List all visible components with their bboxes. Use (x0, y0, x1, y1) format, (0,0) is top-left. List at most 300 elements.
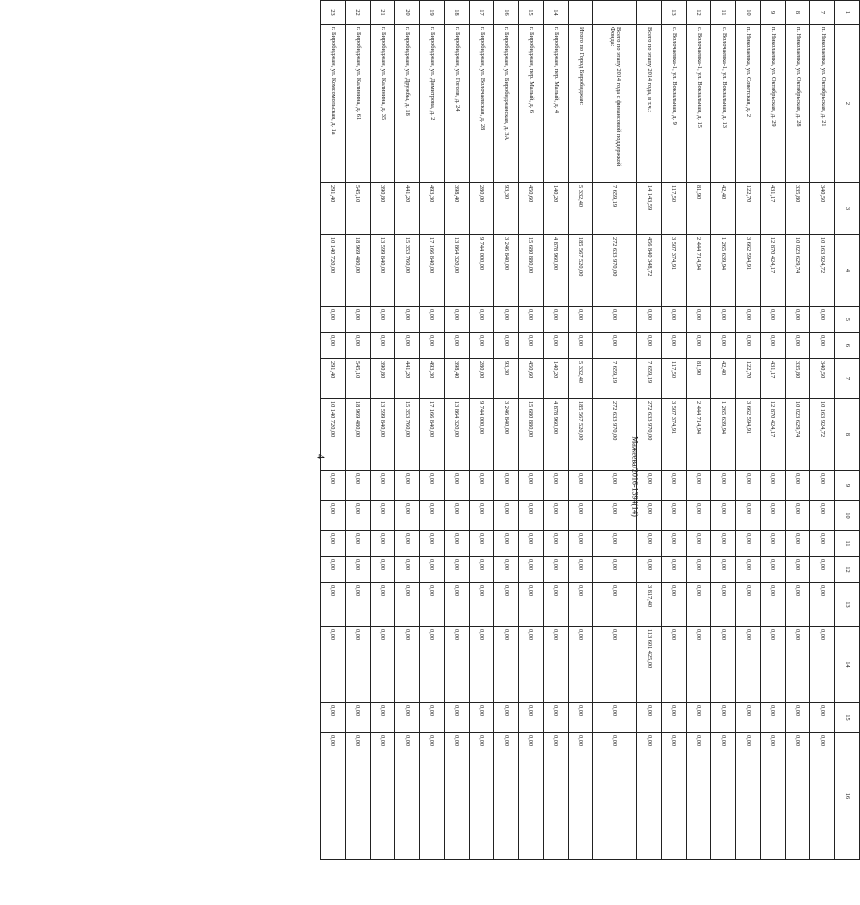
value-cell: 0,00 (444, 583, 469, 627)
value-cell: 0,00 (420, 501, 445, 531)
table-row (810, 1, 835, 860)
value-cell: 0,00 (395, 471, 420, 501)
value-cell: 0,00 (785, 583, 810, 627)
value-cell: 0,00 (321, 531, 346, 557)
value-cell: 0,00 (395, 501, 420, 531)
column-number-cell: 1 (835, 1, 860, 25)
table-row (494, 1, 519, 860)
row-number-cell (568, 1, 593, 25)
value-cell: 0,00 (686, 307, 711, 333)
value-cell: 13 864 320,00 (444, 399, 469, 471)
value-cell: 0,00 (593, 501, 637, 531)
value-cell: 0,00 (662, 703, 687, 733)
value-cell: 0,00 (736, 307, 761, 333)
value-cell: 0,00 (370, 531, 395, 557)
address-cell: г. Биробиджан, ул. Калинина, д. 61 (345, 25, 370, 183)
rotated-table-wrapper (320, 0, 860, 859)
value-cell: 0,00 (711, 471, 736, 501)
value-cell: 450,60 (519, 183, 544, 235)
value-cell: 0,00 (519, 501, 544, 531)
value-cell: 0,00 (345, 557, 370, 583)
value-cell: 0,00 (736, 733, 761, 860)
value-cell: 0,00 (420, 307, 445, 333)
table-row (761, 1, 786, 860)
value-cell: 17 166 840,00 (420, 235, 445, 307)
column-number-cell: 6 (835, 333, 860, 359)
value-cell: 0,00 (420, 583, 445, 627)
value-cell: 0,00 (543, 733, 568, 860)
column-number-cell: 7 (835, 359, 860, 399)
value-cell: 0,00 (444, 501, 469, 531)
table-row (637, 1, 662, 860)
value-cell: 431,17 (761, 183, 786, 235)
address-cell: г. Биробиджан, ул. Биробиджанская, д. 3А (494, 25, 519, 183)
value-cell: 0,00 (494, 703, 519, 733)
address-cell: с. Волочаевка-1, ул. Вокзальная, д. 15 (686, 25, 711, 183)
page-number: 4 (314, 454, 326, 459)
value-cell: 0,00 (420, 471, 445, 501)
value-cell: 340,50 (810, 359, 835, 399)
column-number-cell: 13 (835, 583, 860, 627)
value-cell: 4 878 960,00 (543, 399, 568, 471)
value-cell: 0,00 (420, 531, 445, 557)
value-cell: 545,10 (345, 183, 370, 235)
value-cell: 493,30 (420, 359, 445, 399)
value-cell: 117,50 (662, 183, 687, 235)
value-cell: 0,00 (662, 531, 687, 557)
value-cell: 0,00 (593, 583, 637, 627)
value-cell: 0,00 (568, 627, 593, 703)
value-cell: 117,50 (662, 359, 687, 399)
value-cell: 93,30 (494, 359, 519, 399)
value-cell: 0,00 (370, 733, 395, 860)
table-row (345, 1, 370, 860)
value-cell: 5 332,40 (568, 359, 593, 399)
value-cell: 0,00 (810, 583, 835, 627)
row-number-cell: 21 (370, 1, 395, 25)
value-cell: 0,00 (711, 307, 736, 333)
value-cell: 280,00 (469, 183, 494, 235)
value-cell: 0,00 (345, 307, 370, 333)
value-cell: 0,00 (519, 703, 544, 733)
value-cell: 0,00 (686, 557, 711, 583)
value-cell: 0,00 (686, 471, 711, 501)
value-cell: 9 744 000,00 (469, 235, 494, 307)
value-cell: 0,00 (736, 627, 761, 703)
value-cell: 431,17 (761, 359, 786, 399)
table-row (469, 1, 494, 860)
table-row (420, 1, 445, 860)
value-cell: 0,00 (370, 501, 395, 531)
value-cell: 0,00 (761, 333, 786, 359)
value-cell: 0,00 (568, 333, 593, 359)
value-cell: 0,00 (810, 703, 835, 733)
value-cell: 545,10 (345, 359, 370, 399)
address-cell: Всего по этапу 2014 года с финансовой поддержкой Фонда: (593, 25, 637, 183)
table-row (785, 1, 810, 860)
value-cell: 450,60 (519, 359, 544, 399)
value-cell: 140,20 (543, 359, 568, 399)
value-cell: 0,00 (736, 531, 761, 557)
column-number-cell: 8 (835, 399, 860, 471)
value-cell: 0,00 (519, 471, 544, 501)
value-cell: 12 870 424,17 (761, 235, 786, 307)
value-cell: 0,00 (761, 703, 786, 733)
value-cell: 0,00 (469, 583, 494, 627)
address-cell: п. Николаевка, ул. Октябрьская, д. 29 (761, 25, 786, 183)
value-cell: 0,00 (761, 307, 786, 333)
value-cell: 0,00 (519, 307, 544, 333)
value-cell: 272 633 970,00 (593, 399, 637, 471)
value-cell: 0,00 (519, 333, 544, 359)
table-row (370, 1, 395, 860)
value-cell: 3 662 594,91 (736, 399, 761, 471)
value-cell: 0,00 (810, 531, 835, 557)
value-cell: 0,00 (444, 471, 469, 501)
value-cell: 0,00 (785, 501, 810, 531)
row-number-cell: 17 (469, 1, 494, 25)
value-cell: 0,00 (662, 333, 687, 359)
value-cell: 0,00 (686, 333, 711, 359)
value-cell: 0,00 (395, 583, 420, 627)
document-reference: Мажеева/2016-1394(14) (630, 436, 640, 517)
value-cell: 0,00 (568, 501, 593, 531)
value-cell: 0,00 (395, 733, 420, 860)
value-cell: 0,00 (543, 333, 568, 359)
value-cell: 0,00 (395, 627, 420, 703)
value-cell: 18 969 480,00 (345, 399, 370, 471)
column-number-cell: 16 (835, 733, 860, 860)
value-cell: 0,00 (519, 733, 544, 860)
value-cell: 0,00 (420, 733, 445, 860)
value-cell: 0,00 (345, 627, 370, 703)
value-cell: 0,00 (785, 333, 810, 359)
column-number-cell: 12 (835, 557, 860, 583)
table-row (395, 1, 420, 860)
address-cell: п. Николаевка, ул. Советская, д. 2 (736, 25, 761, 183)
value-cell: 10 023 629,74 (785, 399, 810, 471)
value-cell: 13 599 840,00 (370, 235, 395, 307)
value-cell: 0,00 (785, 557, 810, 583)
value-cell: 0,00 (686, 501, 711, 531)
value-cell: 0,00 (345, 333, 370, 359)
value-cell: 10 163 924,72 (810, 399, 835, 471)
column-number-cell: 2 (835, 25, 860, 183)
address-cell: Итого по Город Биробиджан: (568, 25, 593, 183)
value-cell: 1 265 639,94 (711, 235, 736, 307)
value-cell: 0,00 (444, 703, 469, 733)
row-number-cell: 9 (761, 1, 786, 25)
value-cell: 0,00 (543, 307, 568, 333)
value-cell: 42,40 (711, 183, 736, 235)
value-cell: 272 633 970,00 (593, 235, 637, 307)
value-cell: 0,00 (321, 583, 346, 627)
value-cell: 0,00 (736, 583, 761, 627)
value-cell: 0,00 (370, 471, 395, 501)
value-cell: 0,00 (568, 557, 593, 583)
value-cell: 0,00 (686, 703, 711, 733)
value-cell: 0,00 (568, 733, 593, 860)
value-cell: 0,00 (810, 557, 835, 583)
row-number-cell: 16 (494, 1, 519, 25)
value-cell: 0,00 (761, 733, 786, 860)
address-cell: г. Биробиджан, пер. Малый, д. 6 (519, 25, 544, 183)
value-cell: 81,90 (686, 359, 711, 399)
housing-program-table (320, 0, 860, 860)
column-number-cell: 5 (835, 307, 860, 333)
value-cell: 42,40 (711, 359, 736, 399)
value-cell: 0,00 (785, 627, 810, 703)
value-cell: 0,00 (785, 703, 810, 733)
value-cell: 12 870 424,17 (761, 399, 786, 471)
value-cell: 0,00 (543, 703, 568, 733)
value-cell: 0,00 (420, 333, 445, 359)
value-cell: 9 744 000,00 (469, 399, 494, 471)
value-cell: 0,00 (761, 557, 786, 583)
value-cell: 0,00 (810, 307, 835, 333)
value-cell: 0,00 (810, 627, 835, 703)
value-cell: 0,00 (543, 501, 568, 531)
value-cell: 0,00 (637, 471, 662, 501)
column-number-cell: 15 (835, 703, 860, 733)
value-cell: 15 353 760,00 (395, 235, 420, 307)
value-cell: 398,40 (444, 183, 469, 235)
value-cell: 0,00 (637, 307, 662, 333)
value-cell: 0,00 (370, 557, 395, 583)
value-cell: 0,00 (662, 501, 687, 531)
value-cell: 0,00 (345, 703, 370, 733)
value-cell: 10 023 629,74 (785, 235, 810, 307)
value-cell: 441,20 (395, 359, 420, 399)
value-cell: 0,00 (637, 703, 662, 733)
table-row (593, 1, 637, 860)
value-cell: 456 840 348,72 (637, 235, 662, 307)
value-cell: 7 659,19 (593, 359, 637, 399)
value-cell: 81,90 (686, 183, 711, 235)
value-cell: 0,00 (761, 583, 786, 627)
value-cell: 0,00 (785, 733, 810, 860)
row-number-cell: 8 (785, 1, 810, 25)
row-number-cell: 13 (662, 1, 687, 25)
value-cell: 14 143,59 (637, 183, 662, 235)
value-cell: 0,00 (662, 557, 687, 583)
value-cell: 3 507 374,91 (662, 235, 687, 307)
value-cell: 0,00 (420, 627, 445, 703)
value-cell: 441,20 (395, 183, 420, 235)
value-cell: 0,00 (711, 333, 736, 359)
value-cell: 0,00 (761, 471, 786, 501)
address-cell: п. Николаевка, ул. Октябрьская, д. 28 (785, 25, 810, 183)
value-cell: 0,00 (444, 733, 469, 860)
value-cell: 0,00 (321, 557, 346, 583)
value-cell: 0,00 (519, 583, 544, 627)
value-cell: 0,00 (736, 471, 761, 501)
value-cell: 0,00 (686, 531, 711, 557)
value-cell: 0,00 (568, 531, 593, 557)
value-cell: 0,00 (321, 333, 346, 359)
value-cell: 0,00 (420, 703, 445, 733)
value-cell: 280,00 (469, 359, 494, 399)
value-cell: 335,80 (785, 183, 810, 235)
table-row (543, 1, 568, 860)
value-cell: 2 444 714,94 (686, 399, 711, 471)
address-cell: с. Волочаевка-1, ул. Вокзальная, д. 9 (662, 25, 687, 183)
table-row (736, 1, 761, 860)
value-cell: 10 140 720,00 (321, 235, 346, 307)
value-cell: 0,00 (736, 333, 761, 359)
value-cell: 0,00 (785, 307, 810, 333)
value-cell: 0,00 (711, 557, 736, 583)
value-cell: 340,50 (810, 183, 835, 235)
value-cell: 0,00 (810, 471, 835, 501)
table-row (321, 1, 346, 860)
value-cell: 0,00 (469, 557, 494, 583)
value-cell: 0,00 (810, 501, 835, 531)
value-cell: 493,30 (420, 183, 445, 235)
row-number-cell: 18 (444, 1, 469, 25)
value-cell: 0,00 (469, 733, 494, 860)
column-number-cell: 4 (835, 235, 860, 307)
value-cell: 3 817,40 (637, 583, 662, 627)
value-cell: 0,00 (662, 583, 687, 627)
value-cell: 0,00 (395, 307, 420, 333)
value-cell: 0,00 (370, 583, 395, 627)
value-cell: 0,00 (711, 531, 736, 557)
value-cell: 0,00 (494, 307, 519, 333)
row-number-cell: 12 (686, 1, 711, 25)
value-cell: 0,00 (543, 583, 568, 627)
value-cell: 0,00 (711, 501, 736, 531)
column-number-cell: 10 (835, 501, 860, 531)
value-cell: 1 265 639,94 (711, 399, 736, 471)
value-cell: 0,00 (494, 471, 519, 501)
row-number-cell: 14 (543, 1, 568, 25)
value-cell: 0,00 (593, 557, 637, 583)
value-cell: 0,00 (321, 627, 346, 703)
value-cell: 0,00 (761, 531, 786, 557)
value-cell: 3 507 374,91 (662, 399, 687, 471)
value-cell: 0,00 (543, 557, 568, 583)
value-cell: 0,00 (395, 531, 420, 557)
value-cell: 0,00 (519, 557, 544, 583)
value-cell: 0,00 (593, 703, 637, 733)
value-cell: 0,00 (593, 627, 637, 703)
value-cell: 0,00 (810, 333, 835, 359)
address-cell: г. Биробиджан, ул. Дружбы, д. 18 (395, 25, 420, 183)
value-cell: 0,00 (519, 531, 544, 557)
value-cell: 0,00 (810, 733, 835, 860)
value-cell: 0,00 (370, 307, 395, 333)
address-cell: г. Биробиджан, ул. Волочаевская, д. 28 (469, 25, 494, 183)
table-row (662, 1, 687, 860)
value-cell: 0,00 (543, 627, 568, 703)
value-cell: 0,00 (321, 501, 346, 531)
value-cell: 2 444 714,94 (686, 235, 711, 307)
column-number-cell: 11 (835, 531, 860, 557)
table-row (686, 1, 711, 860)
value-cell: 0,00 (593, 333, 637, 359)
row-number-cell (593, 1, 637, 25)
value-cell: 0,00 (494, 627, 519, 703)
value-cell: 0,00 (543, 531, 568, 557)
value-cell: 0,00 (543, 471, 568, 501)
value-cell: 0,00 (469, 471, 494, 501)
value-cell: 0,00 (494, 531, 519, 557)
row-number-cell: 23 (321, 1, 346, 25)
value-cell: 10 140 720,00 (321, 399, 346, 471)
value-cell: 18 969 480,00 (345, 235, 370, 307)
value-cell: 0,00 (444, 333, 469, 359)
row-number-cell (637, 1, 662, 25)
value-cell: 0,00 (711, 627, 736, 703)
value-cell: 0,00 (469, 703, 494, 733)
value-cell: 0,00 (593, 531, 637, 557)
value-cell: 0,00 (711, 583, 736, 627)
value-cell: 0,00 (345, 583, 370, 627)
value-cell: 0,00 (444, 531, 469, 557)
address-cell: г. Биробиджан, ул. Калинина, д. 35 (370, 25, 395, 183)
value-cell: 0,00 (469, 501, 494, 531)
value-cell: 0,00 (686, 627, 711, 703)
value-cell: 272 633 970,00 (637, 399, 662, 471)
value-cell: 0,00 (469, 333, 494, 359)
address-cell: г. Биробиджан, пер. Малый, д. 4 (543, 25, 568, 183)
value-cell: 0,00 (736, 557, 761, 583)
value-cell: 0,00 (469, 531, 494, 557)
value-cell: 3 246 840,00 (494, 235, 519, 307)
value-cell: 0,00 (686, 733, 711, 860)
row-number-cell: 19 (420, 1, 445, 25)
value-cell: 0,00 (370, 333, 395, 359)
value-cell: 0,00 (593, 733, 637, 860)
value-cell: 13 599 840,00 (370, 399, 395, 471)
table-row (568, 1, 593, 860)
value-cell: 390,80 (370, 183, 395, 235)
value-cell: 0,00 (444, 307, 469, 333)
value-cell: 0,00 (593, 307, 637, 333)
value-cell: 0,00 (395, 703, 420, 733)
value-cell: 0,00 (593, 471, 637, 501)
column-number-cell: 3 (835, 183, 860, 235)
column-number-cell: 14 (835, 627, 860, 703)
value-cell: 0,00 (494, 583, 519, 627)
table-row (711, 1, 736, 860)
value-cell: 0,00 (662, 307, 687, 333)
value-cell: 0,00 (444, 627, 469, 703)
value-cell: 0,00 (662, 733, 687, 860)
column-number-cell: 9 (835, 471, 860, 501)
value-cell: 0,00 (395, 333, 420, 359)
value-cell: 185 567 520,00 (568, 399, 593, 471)
value-cell: 15 353 760,00 (395, 399, 420, 471)
value-cell: 0,00 (568, 307, 593, 333)
value-cell: 0,00 (469, 307, 494, 333)
value-cell: 0,00 (345, 471, 370, 501)
value-cell: 185 567 520,00 (568, 235, 593, 307)
value-cell: 335,80 (785, 359, 810, 399)
value-cell: 0,00 (345, 531, 370, 557)
value-cell: 291,40 (321, 183, 346, 235)
column-number-row (835, 1, 860, 860)
value-cell: 0,00 (494, 501, 519, 531)
value-cell: 0,00 (711, 703, 736, 733)
value-cell: 0,00 (662, 627, 687, 703)
value-cell: 0,00 (321, 307, 346, 333)
table-row (444, 1, 469, 860)
value-cell: 0,00 (785, 531, 810, 557)
value-cell: 0,00 (345, 501, 370, 531)
value-cell: 0,00 (637, 333, 662, 359)
